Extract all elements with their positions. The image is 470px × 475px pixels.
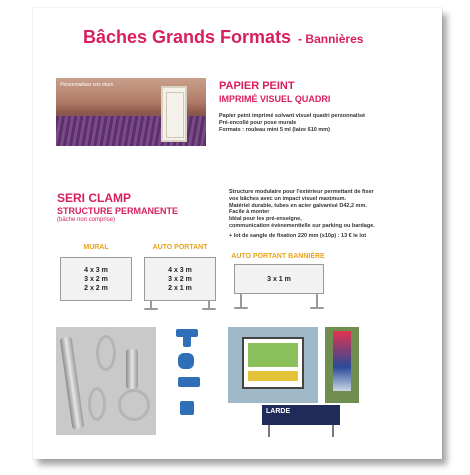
frame-size: 2 x 2 m <box>84 284 108 292</box>
frame-size: 3 x 1 m <box>267 275 291 283</box>
frame-foot <box>202 308 216 310</box>
clamp-ring <box>118 389 150 421</box>
clamp-parts-photo <box>56 327 156 435</box>
pp-line: Pré-encollé pour pose murale <box>219 120 297 126</box>
title-sub: - Bannières <box>298 32 364 46</box>
seri-clamp-title: SERI CLAMP <box>57 191 132 205</box>
cable-loop <box>88 387 106 421</box>
seri-clamp-description <box>229 189 409 240</box>
desc-extra: + lot de sangle de fixation 220 mm (x10p) : 13 € le lot <box>229 232 367 239</box>
frame-foot <box>144 308 158 310</box>
desc-line: Idéal pour les pré-enseigne, <box>229 216 302 223</box>
frame-label-banniere: AUTO PORTANT BANNIÈRE <box>231 253 325 260</box>
frame-banniere <box>234 264 324 294</box>
frame-size: 3 x 2 m <box>168 275 192 283</box>
wallpaper-photo <box>56 78 206 146</box>
frame-mural <box>60 257 132 301</box>
fitting <box>178 353 194 369</box>
vertical-banner <box>333 331 351 391</box>
steel-tube <box>60 337 85 430</box>
frame-leg <box>240 294 242 308</box>
frame-foot <box>234 307 248 309</box>
desc-line: Facile à monter <box>229 209 270 216</box>
papier-peint-subtitle: IMPRIMÉ VISUEL QUADRI <box>219 94 331 104</box>
desc-line: communication évènementielle sur parking ou bardage. <box>229 222 375 229</box>
desc-line: vos bâches avec un impact visuel maximum. <box>229 195 347 202</box>
sign-post <box>332 425 334 437</box>
frame-label-mural: MURAL <box>83 244 109 251</box>
papier-peint-description <box>219 113 409 134</box>
seri-clamp-subtitle: STRUCTURE PERMANENTE <box>57 206 179 216</box>
banner-photo <box>325 327 359 403</box>
papier-peint-title: PAPIER PEINT <box>219 80 295 92</box>
frame-foot <box>310 307 324 309</box>
pp-line: Papier peint imprimé solvant visuel quadri personnalisé <box>219 113 366 119</box>
fitting <box>178 377 200 387</box>
sign-board <box>262 405 340 425</box>
page-title <box>83 27 363 48</box>
frame-size: 3 x 2 m <box>84 275 108 283</box>
sign-post <box>268 425 270 437</box>
pp-line: Formats : rouleau mini 5 ml (laize 610 mm) <box>219 127 330 133</box>
frame-size: 4 x 3 m <box>168 266 192 274</box>
desc-line: Structure modulaire pour l'extérieur permettant de fixer <box>229 189 374 195</box>
white-door <box>161 86 187 142</box>
sign-photo <box>262 405 340 437</box>
cable-loop <box>96 335 116 371</box>
frame-size: 4 x 3 m <box>84 266 108 274</box>
frame-size: 2 x 1 m <box>168 284 192 292</box>
sign-text: LARDE <box>266 408 291 415</box>
frame-leg <box>316 294 318 308</box>
frame-auto-portant <box>144 257 216 301</box>
steel-tube <box>126 349 138 389</box>
blue-fittings-photo <box>172 327 206 435</box>
desc-line: Matériel durable, tubes en acier galvanisé D42,2 mm. <box>229 202 367 209</box>
fitting <box>183 335 191 347</box>
fitting <box>180 401 194 415</box>
photo-caption: Personnalisez vos murs <box>60 82 114 88</box>
title-main: Bâches Grands Formats <box>83 27 292 47</box>
stand-photo <box>228 327 318 403</box>
seri-clamp-note: (bâche non comprise) <box>57 217 116 223</box>
frame-label-auto-portant: AUTO PORTANT <box>152 244 208 251</box>
poster-panel <box>242 337 304 389</box>
